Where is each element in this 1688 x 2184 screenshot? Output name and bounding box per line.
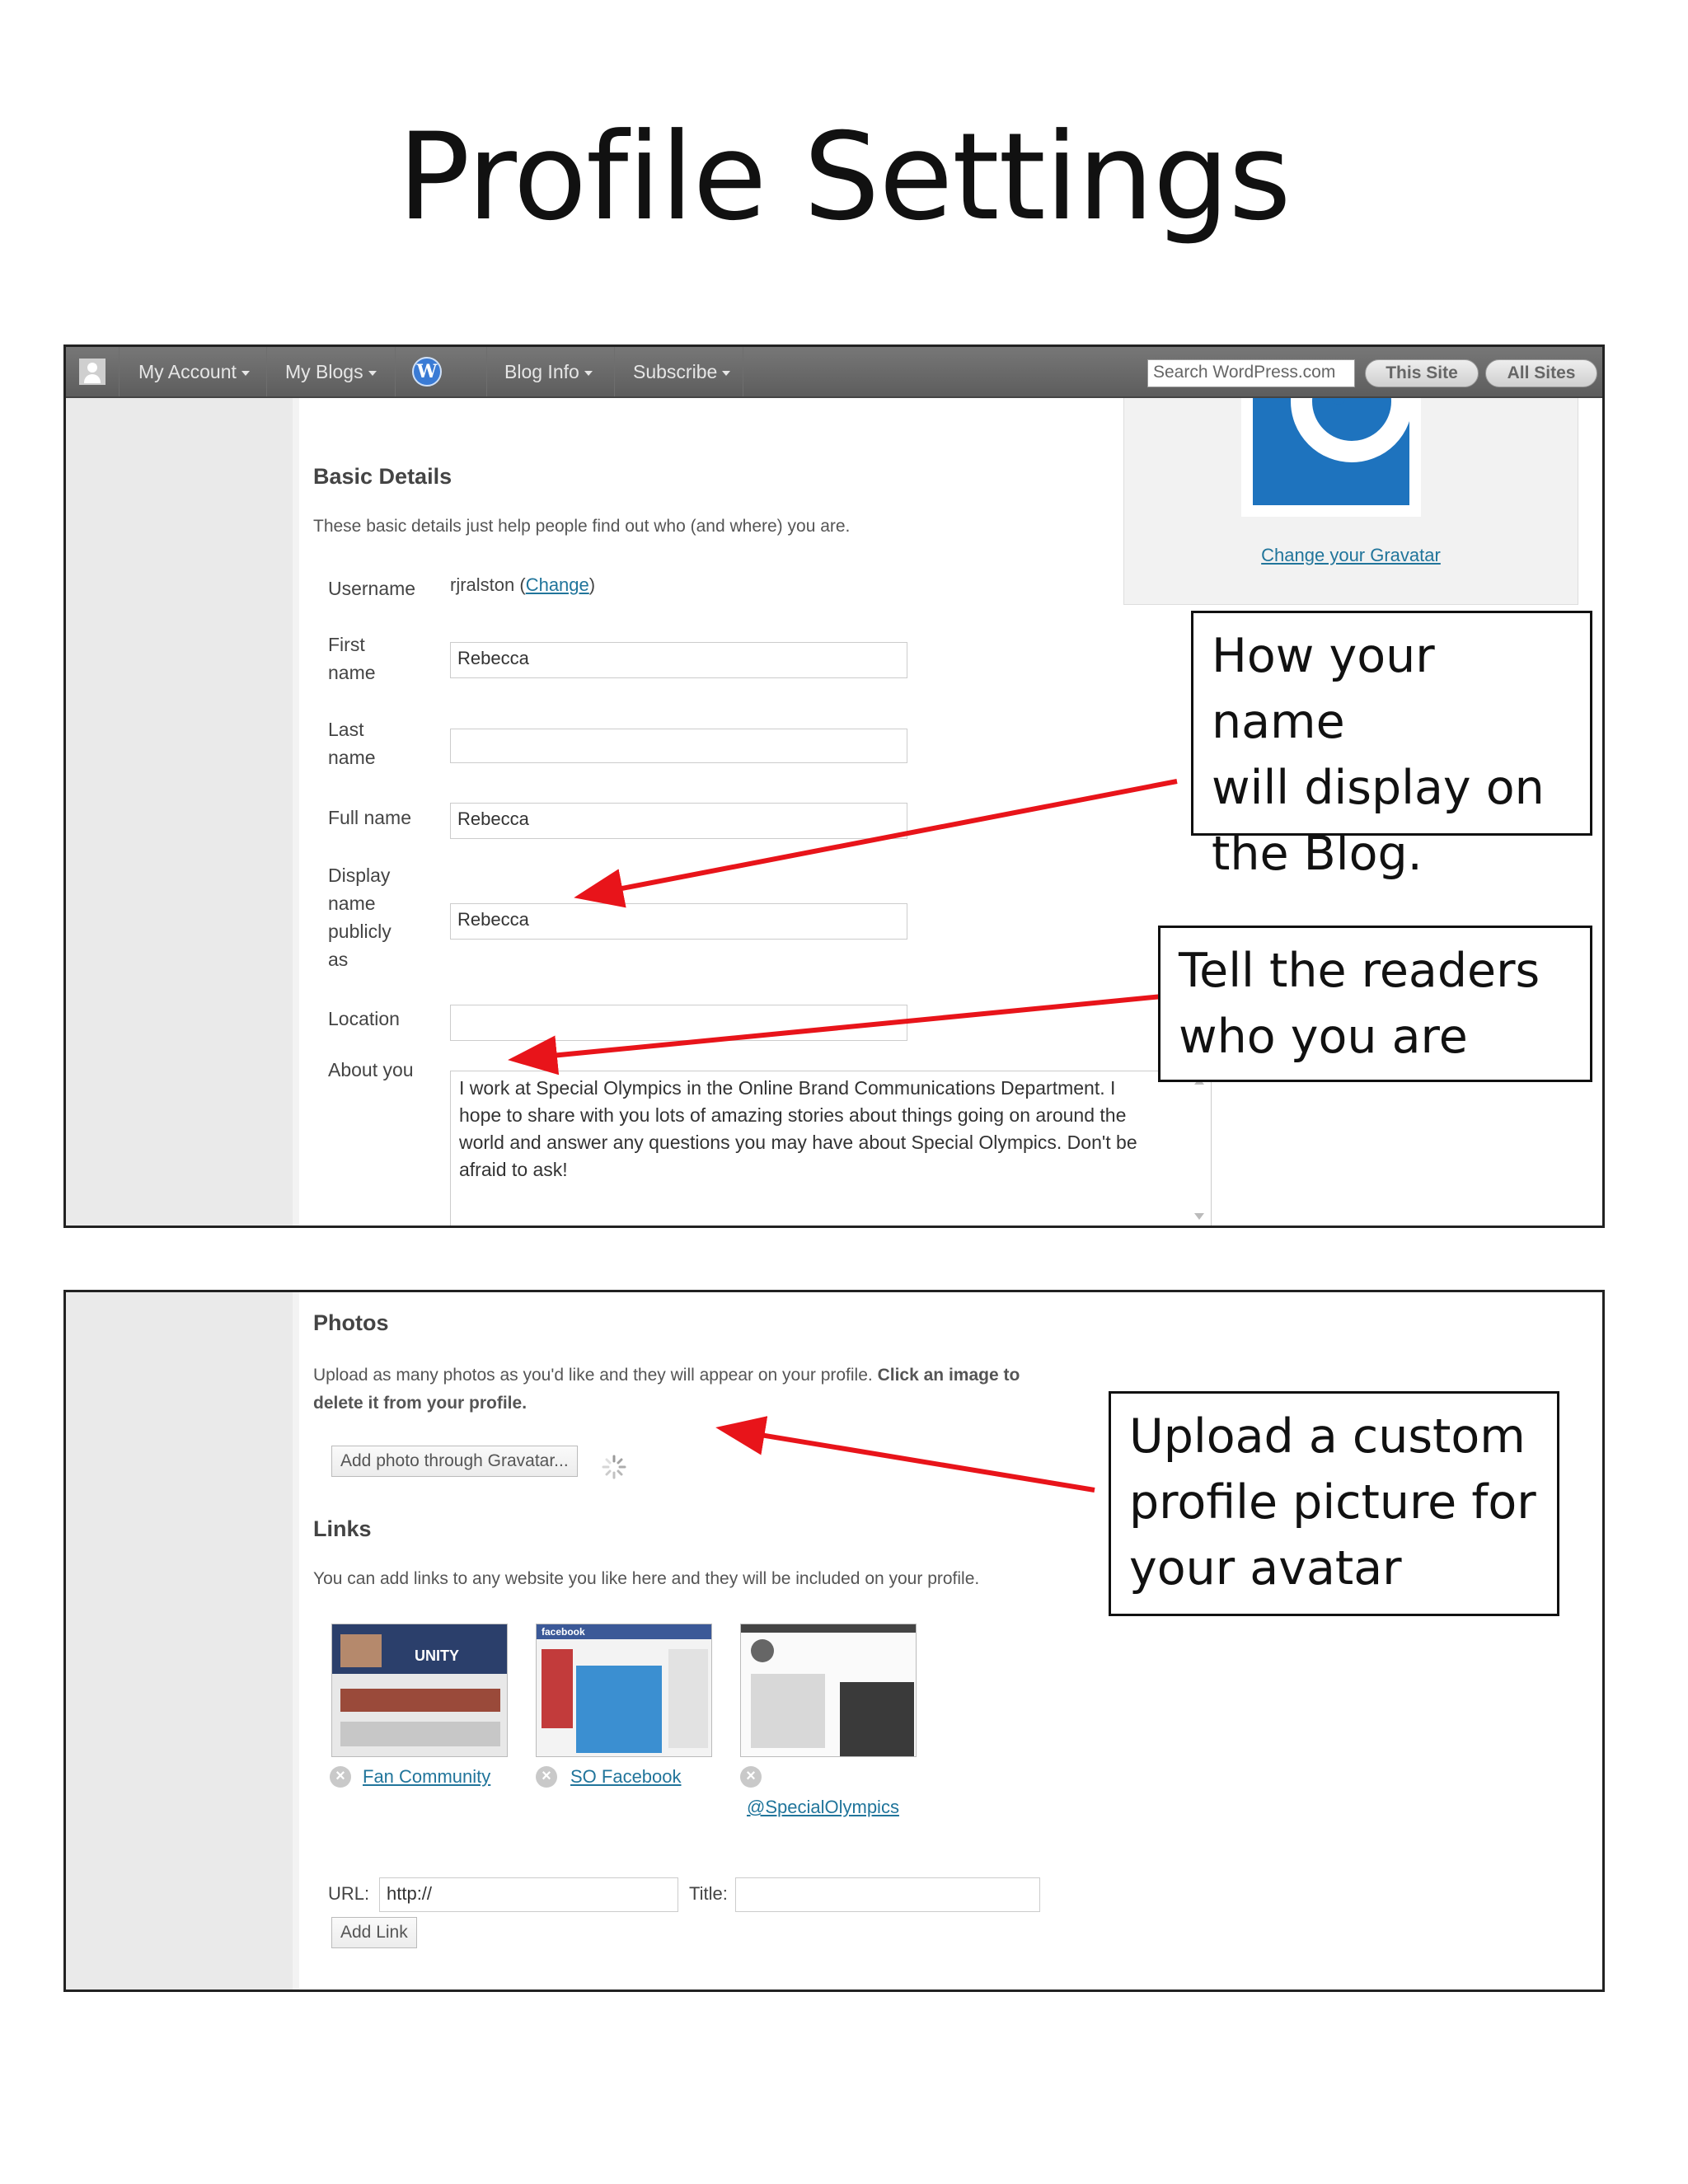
basic-details-description: These basic details just help people find out who (and where) you are. bbox=[313, 517, 851, 536]
change-username-link[interactable]: Change bbox=[525, 574, 589, 595]
remove-icon[interactable]: × bbox=[330, 1766, 351, 1788]
basic-details-heading: Basic Details bbox=[313, 464, 452, 489]
callout-line: who you are bbox=[1179, 1010, 1468, 1064]
specialolympics-link[interactable]: @SpecialOlympics bbox=[747, 1797, 899, 1817]
title-label: Title: bbox=[689, 1883, 728, 1904]
label-line: publicly bbox=[328, 921, 392, 942]
photos-description-bold: delete it from your profile. bbox=[313, 1394, 528, 1413]
links-heading: Links bbox=[313, 1516, 372, 1541]
callout-line: Upload a custom bbox=[1129, 1409, 1526, 1464]
label-line: First bbox=[328, 634, 365, 655]
textarea-line: hope to share with you lots of amazing stories about things going on around the bbox=[459, 1104, 1127, 1126]
remove-icon[interactable]: × bbox=[740, 1766, 762, 1788]
my-blogs-label: My Blogs bbox=[285, 361, 363, 382]
url-label: URL: bbox=[328, 1883, 370, 1904]
label-line: name bbox=[328, 662, 376, 683]
page-title: Profile Settings bbox=[397, 107, 1291, 247]
label-line: name bbox=[328, 893, 376, 914]
about-you-label: About you bbox=[328, 1059, 414, 1080]
location-label: Location bbox=[328, 1008, 400, 1029]
callout-line: Tell the readers bbox=[1179, 944, 1540, 998]
all-sites-button[interactable]: All Sites bbox=[1485, 359, 1597, 387]
search-input[interactable]: Search WordPress.com bbox=[1147, 359, 1355, 387]
this-site-button[interactable]: This Site bbox=[1365, 359, 1479, 387]
arrow-to-add-photo bbox=[725, 1429, 1095, 1490]
thumb-text: facebook bbox=[542, 1626, 585, 1638]
wordpress-logo-icon: W bbox=[412, 357, 442, 387]
url-field[interactable]: http:// bbox=[379, 1877, 678, 1912]
callout-about bbox=[1158, 926, 1592, 1082]
links-description: You can add links to any website you like here and they will be included on your profile. bbox=[313, 1569, 980, 1588]
callout-line: will display on bbox=[1212, 761, 1545, 815]
photos-description-bold: Click an image to bbox=[877, 1366, 1020, 1385]
change-gravatar-link[interactable]: Change your Gravatar bbox=[1261, 545, 1441, 565]
callout-line: the Blog. bbox=[1212, 827, 1423, 881]
profile-screenshot-basic bbox=[63, 344, 1605, 1228]
remove-icon[interactable]: × bbox=[536, 1766, 557, 1788]
callout-line: your avatar bbox=[1129, 1541, 1402, 1596]
username-label: Username bbox=[328, 578, 416, 599]
add-link-button[interactable]: Add Link bbox=[331, 1917, 417, 1948]
full-name-label: Full name bbox=[328, 807, 411, 828]
subscribe-label: Subscribe bbox=[633, 361, 718, 382]
label-line: as bbox=[328, 949, 349, 970]
arrow-to-about-you bbox=[518, 996, 1162, 1059]
textarea-line: I work at Special Olympics in the Online Brand Communications Department. I bbox=[459, 1077, 1116, 1099]
so-facebook-link[interactable]: SO Facebook bbox=[570, 1766, 682, 1787]
username-text: rjralston bbox=[450, 574, 515, 595]
thumb-text: UNITY bbox=[415, 1647, 459, 1664]
my-account-label: My Account bbox=[138, 361, 237, 382]
callout-photo bbox=[1109, 1391, 1559, 1616]
textarea-line: world and answer any questions you may have about Special Olympics. Don't be bbox=[459, 1132, 1137, 1153]
first-name-field[interactable]: Rebecca bbox=[450, 642, 907, 678]
full-name-field[interactable]: Rebecca bbox=[450, 803, 907, 839]
add-photo-gravatar-button[interactable]: Add photo through Gravatar... bbox=[331, 1446, 578, 1477]
display-name-field[interactable]: Rebecca bbox=[450, 903, 907, 940]
callout-name-display bbox=[1191, 611, 1592, 881]
arrow-to-display-name bbox=[584, 781, 1177, 896]
fan-community-link[interactable]: Fan Community bbox=[363, 1766, 491, 1787]
photos-heading: Photos bbox=[313, 1310, 389, 1335]
label-line: name bbox=[328, 747, 376, 768]
textarea-line: afraid to ask! bbox=[459, 1159, 568, 1180]
callout-line: How your name bbox=[1212, 629, 1435, 749]
callout-line: profile picture for bbox=[1129, 1475, 1536, 1530]
username-value: rjralston (Change) bbox=[450, 574, 596, 595]
blog-info-label: Blog Info bbox=[504, 361, 579, 382]
label-line: Last bbox=[328, 719, 364, 740]
label-line: Display bbox=[328, 865, 391, 886]
photos-description-text: Upload as many photos as you'd like and they will appear on your profile. bbox=[313, 1366, 873, 1385]
profile-screenshot-photos-links bbox=[63, 1290, 1605, 1992]
